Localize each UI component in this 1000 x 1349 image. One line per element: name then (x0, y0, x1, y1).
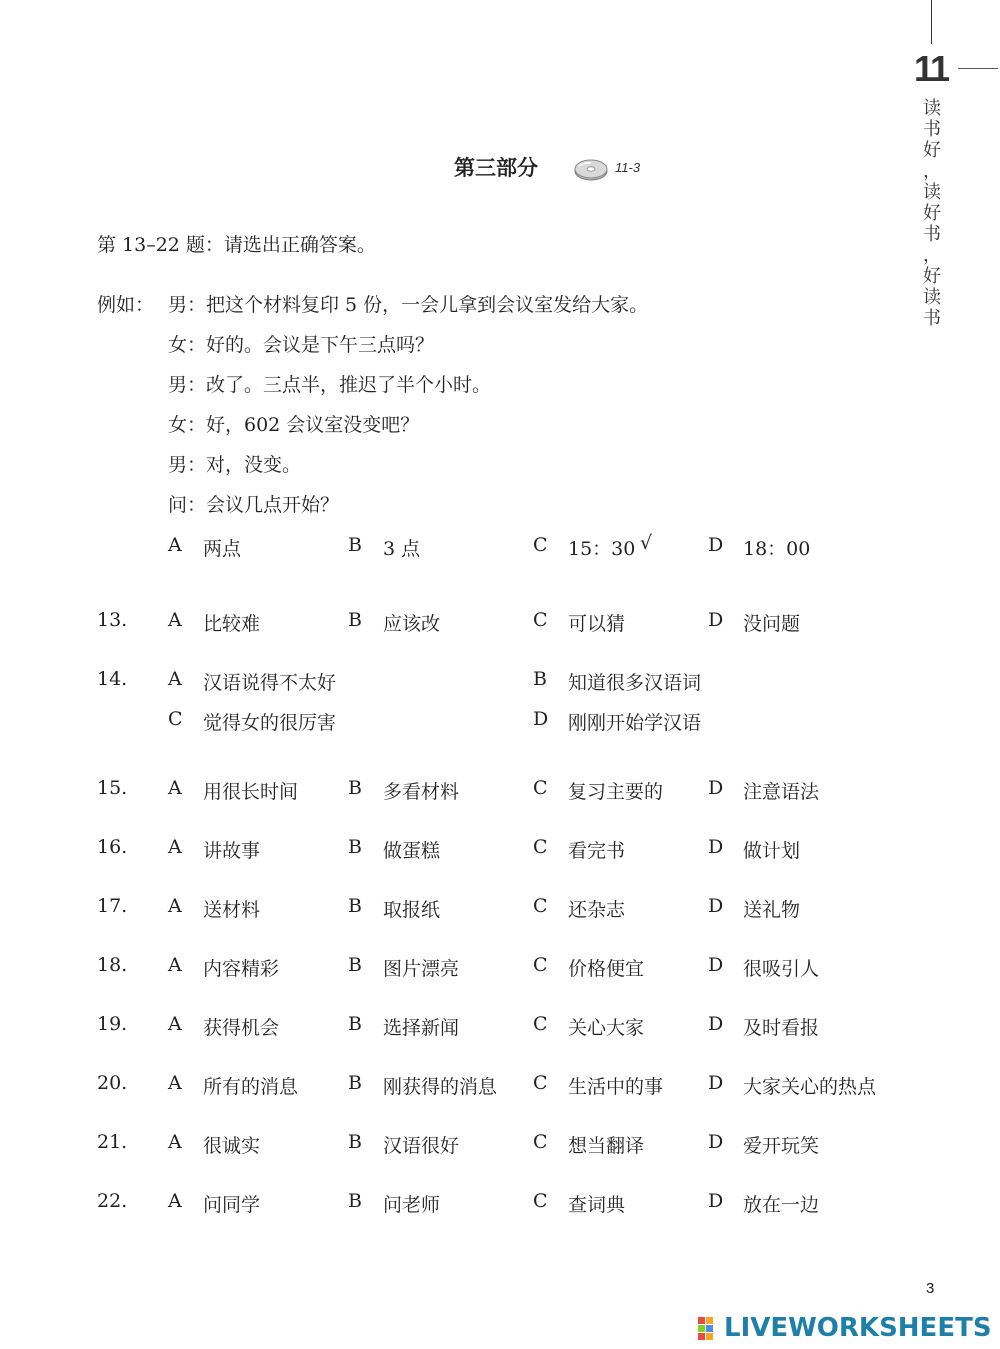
option-text[interactable]: 选择新闻 (383, 1017, 460, 1039)
example-dialogue-line: 男：把这个材料复印 5 份，一会儿拿到会议室发给大家。 (168, 294, 649, 316)
chapter-dash (958, 68, 998, 69)
option-text[interactable]: 很诚实 (203, 1135, 261, 1157)
example-option-letter: C (533, 534, 548, 556)
option-text[interactable]: 用很长时间 (203, 781, 299, 803)
option-letter[interactable]: B (348, 1013, 362, 1035)
option-text[interactable]: 问老师 (383, 1194, 441, 1216)
question-number: 21. (97, 1131, 128, 1153)
question-number: 19. (97, 1013, 128, 1035)
example-option-text: 18：00 (743, 538, 811, 560)
option-text[interactable]: 生活中的事 (568, 1076, 664, 1098)
option-text[interactable]: 内容精彩 (203, 958, 280, 980)
option-letter[interactable]: C (533, 777, 548, 799)
option-text[interactable]: 图片漂亮 (383, 958, 460, 980)
option-text[interactable]: 送礼物 (743, 899, 801, 921)
question-number: 16. (97, 836, 128, 858)
logo-text: LIVEWORKSHEETS (724, 1313, 992, 1343)
option-text[interactable]: 没问题 (743, 613, 801, 635)
example-option-text: 3 点 (383, 538, 421, 560)
option-letter[interactable]: B (348, 1131, 362, 1153)
option-letter[interactable]: A (168, 895, 182, 917)
question-number: 15. (97, 777, 128, 799)
option-letter[interactable]: A (168, 777, 182, 799)
option-letter[interactable]: C (533, 836, 548, 858)
chapter-title-char: 好 (923, 203, 941, 224)
option-letter[interactable]: D (708, 1131, 724, 1153)
option-text[interactable]: 很吸引人 (743, 958, 820, 980)
option-text[interactable]: 关心大家 (568, 1017, 645, 1039)
option-text[interactable]: 价格便宜 (568, 958, 645, 980)
option-letter[interactable]: B (348, 954, 362, 976)
option-letter[interactable]: A (168, 1072, 182, 1094)
option-text[interactable]: 看完书 (568, 840, 626, 862)
example-option-letter: D (708, 534, 724, 556)
chapter-number: 11 (914, 48, 949, 89)
chapter-title-vertical (920, 98, 944, 329)
option-letter[interactable]: D (708, 895, 724, 917)
option-letter[interactable]: B (348, 1190, 362, 1212)
option-text[interactable]: 做蛋糕 (383, 840, 441, 862)
option-text[interactable]: 查词典 (568, 1194, 626, 1216)
option-text[interactable]: 刚刚开始学汉语 (568, 712, 702, 734)
option-text[interactable]: 汉语说得不太好 (203, 672, 337, 694)
option-letter[interactable]: D (708, 777, 724, 799)
example-dialogue-line: 女：好的。会议是下午三点吗？ (168, 334, 435, 356)
page-number: 3 (926, 1280, 935, 1297)
option-letter[interactable]: B (533, 668, 547, 690)
option-text[interactable]: 多看材料 (383, 781, 460, 803)
option-text[interactable]: 爱开玩笑 (743, 1135, 820, 1157)
example-dialogue-line: 女：好，602 会议室没变吧？ (168, 414, 420, 436)
option-letter[interactable]: C (533, 895, 548, 917)
option-letter[interactable]: A (168, 1131, 182, 1153)
option-letter[interactable]: B (348, 836, 362, 858)
option-text[interactable]: 获得机会 (203, 1017, 280, 1039)
example-option-text: 15：30 (568, 538, 636, 560)
example-option-letter: A (168, 534, 182, 556)
option-letter[interactable]: C (533, 954, 548, 976)
option-text[interactable]: 应该改 (383, 613, 441, 635)
instruction: 第 13–22 题：请选出正确答案。 (97, 234, 376, 256)
question-number: 17. (97, 895, 128, 917)
example-dialogue-line: 男：对，没变。 (168, 454, 302, 476)
option-letter[interactable]: A (168, 1013, 182, 1035)
logo-blocks-icon (698, 1317, 720, 1339)
option-letter[interactable]: B (348, 609, 362, 631)
option-letter[interactable]: C (533, 1013, 548, 1035)
chapter-title-char: 好 (923, 140, 941, 161)
example-option-letter: B (348, 534, 362, 556)
option-text[interactable]: 注意语法 (743, 781, 820, 803)
option-text[interactable]: 问同学 (203, 1194, 261, 1216)
option-letter[interactable]: A (168, 609, 182, 631)
option-text[interactable]: 复习主要的 (568, 781, 664, 803)
chapter-title-char: 好 (923, 266, 941, 287)
option-text[interactable]: 想当翻译 (568, 1135, 645, 1157)
option-text[interactable]: 知道很多汉语词 (568, 672, 702, 694)
example-option-text: 两点 (203, 538, 242, 560)
option-letter[interactable]: D (708, 1190, 724, 1212)
option-text[interactable]: 取报纸 (383, 899, 441, 921)
header-vertical-line (931, 0, 932, 44)
option-letter[interactable]: B (348, 895, 362, 917)
option-letter[interactable]: B (348, 1072, 362, 1094)
option-text[interactable]: 放在一边 (743, 1194, 820, 1216)
chapter-title-char: 读 (923, 287, 941, 308)
example-dialogue-line: 男：改了。三点半，推迟了半个小时。 (168, 374, 492, 396)
option-text[interactable]: 汉语很好 (383, 1135, 460, 1157)
option-letter[interactable]: A (168, 954, 182, 976)
chapter-title-char: 书 (923, 308, 941, 329)
question-number: 18. (97, 954, 128, 976)
question-number: 13. (97, 609, 128, 631)
question-number: 20. (97, 1072, 128, 1094)
option-letter[interactable]: C (533, 1072, 548, 1094)
chapter-title-char: 书 (923, 119, 941, 140)
option-letter[interactable]: D (533, 708, 549, 730)
chapter-title-char: ， (923, 161, 941, 182)
option-letter[interactable]: D (708, 836, 724, 858)
option-letter[interactable]: C (533, 1190, 548, 1212)
option-text[interactable]: 比较难 (203, 613, 261, 635)
option-letter[interactable]: B (348, 777, 362, 799)
option-letter[interactable]: C (168, 708, 183, 730)
chapter-title-char: 读 (923, 98, 941, 119)
option-text[interactable]: 可以猜 (568, 613, 626, 635)
correct-check-mark: √ (640, 532, 653, 554)
option-text[interactable]: 所有的消息 (203, 1076, 299, 1098)
option-text[interactable]: 及时看报 (743, 1017, 820, 1039)
chapter-title-char: 书 (923, 224, 941, 245)
option-text[interactable]: 觉得女的很厉害 (203, 712, 337, 734)
example-label: 例如： (97, 294, 155, 316)
option-letter[interactable]: A (168, 668, 182, 690)
option-letter[interactable]: D (708, 1072, 724, 1094)
option-letter[interactable]: C (533, 609, 548, 631)
option-letter[interactable]: A (168, 1190, 182, 1212)
example-question: 问：会议几点开始？ (168, 494, 340, 516)
question-number: 14. (97, 668, 128, 690)
section-title: 第三部分 (454, 156, 538, 180)
option-letter[interactable]: C (533, 1131, 548, 1153)
audio-cd-icon[interactable] (573, 156, 609, 182)
option-text[interactable]: 刚获得的消息 (383, 1076, 498, 1098)
option-text[interactable]: 送材料 (203, 899, 261, 921)
chapter-title-char: ， (923, 245, 941, 266)
question-number: 22. (97, 1190, 128, 1212)
audio-track-number: 11-3 (615, 160, 641, 175)
option-text[interactable]: 大家关心的热点 (743, 1076, 877, 1098)
option-letter[interactable]: D (708, 609, 724, 631)
option-letter[interactable]: D (708, 954, 724, 976)
option-text[interactable]: 还杂志 (568, 899, 626, 921)
chapter-title-char: 读 (923, 182, 941, 203)
option-text[interactable]: 讲故事 (203, 840, 261, 862)
option-letter[interactable]: D (708, 1013, 724, 1035)
option-text[interactable]: 做计划 (743, 840, 801, 862)
option-letter[interactable]: A (168, 836, 182, 858)
